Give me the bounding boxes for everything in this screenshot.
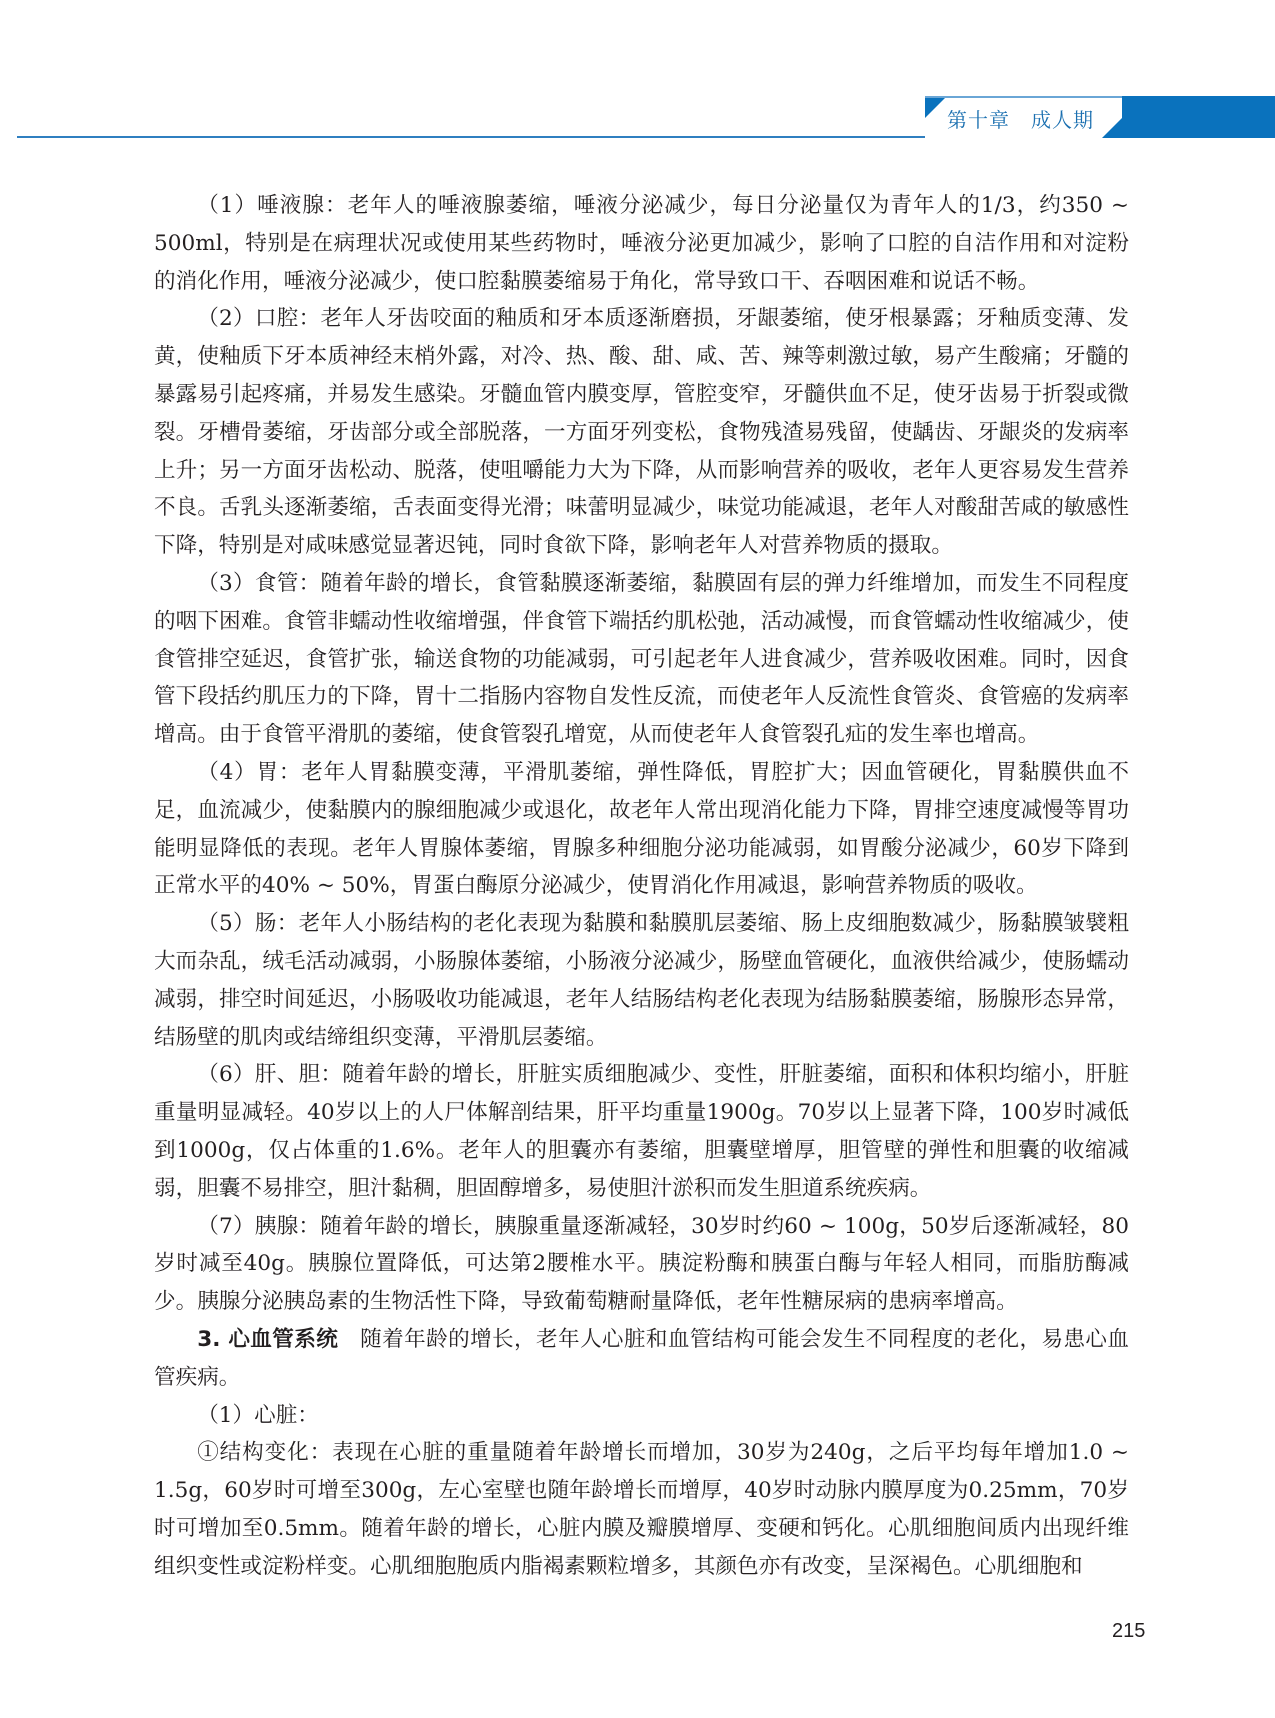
chapter-header-tab (925, 96, 1122, 138)
paragraph-salivary-gland: （1）唾液腺：老年人的唾液腺萎缩，唾液分泌减少，每日分泌量仅为青年人的1/3，约350 ~ 500ml，特别是在病理状况或使用某些药物时，唾液分泌更加减少，影响了口腔的自洁作用和对淀粉的消化作用，唾液分泌减少，使口腔黏膜萎缩易于角化，常导致口干、吞咽困难和说话不畅。 (154, 193, 1129, 294)
section-intro: 随着年龄的增长，老年人心脏和血管结构可能会发生不同程度的老化，易患心血管疾病。 (154, 1326, 1129, 1390)
page-number: 215 (1112, 1620, 1146, 1642)
section-cardiovascular (154, 1321, 1129, 1397)
paragraph-pancreas: （7）胰腺：随着年龄的增长，胰腺重量逐渐减轻，30岁时约60 ~ 100g，50岁后逐渐减轻，80岁时减至40g。胰腺位置降低，可达第2腰椎水平。胰淀粉酶和胰蛋白酶与年轻人相同，而脂肪酶减少。胰腺分泌胰岛素的生物活性下降，导致葡萄糖耐量降低，老年性糖尿病的患病率增高。 (154, 1213, 1129, 1315)
subsection-heart: （1）心脏： (197, 1402, 319, 1428)
tab-corner-decoration (1102, 118, 1122, 138)
body-text (154, 187, 1129, 1585)
header-color-bar (1122, 96, 1275, 138)
tab-corner-decoration (925, 98, 945, 118)
paragraph-intestine: （5）肠：老年人小肠结构的老化表现为黏膜和黏膜肌层萎缩、肠上皮细胞数减少，肠黏膜皱襞粗大而杂乱，绒毛活动减弱，小肠腺体萎缩，小肠液分泌减少，肠壁血管硬化，血液供给减少，使肠蠕动减弱，排空时间延迟，小肠吸收功能减退，老年人结肠结构老化表现为结肠黏膜萎缩，肠腺形态异常，结肠壁的肌肉或结缔组织变薄，平滑肌层萎缩。 (154, 911, 1129, 1050)
paragraph-stomach: （4）胃：老年人胃黏膜变薄，平滑肌萎缩，弹性降低，胃腔扩大；因血管硬化，胃黏膜供血不足，血流减少，使黏膜内的腺细胞减少或退化，故老年人常出现消化能力下降，胃排空速度减慢等胃功能明显降低的表现。老年人胃腺体萎缩，胃腺多种细胞分泌功能减弱，如胃酸分泌减少，60岁下降到正常水平的40% ~ 50%，胃蛋白酶原分泌减少，使胃消化作用减退，影响营养物质的吸收。 (154, 759, 1129, 899)
paragraph-liver-gallbladder: （6）肝、胆：随着年龄的增长，肝脏实质细胞减少、变性，肝脏萎缩，面积和体积均缩小，肝脏重量明显减轻。40岁以上的人尸体解剖结果，肝平均重量1900g。70岁以上显著下降，100岁时减低到1000g，仅占体重的1.6%。老年人的胆囊亦有萎缩，胆囊壁增厚，胆管壁的弹性和胆囊的收缩减弱，胆囊不易排空，胆汁黏稠，胆固醇增多，易使胆汁淤积而发生胆道系统疾病。 (154, 1062, 1129, 1201)
paragraph-heart-structure: ①结构变化：表现在心脏的重量随着年龄增长而增加，30岁为240g，之后平均每年增加1.0 ~ 1.5g，60岁时可增至300g，左心室壁也随年龄增长而增厚，40岁时动脉内膜厚度为0.25mm，70岁时可增加至0.5mm。随着年龄的增长，心脏内膜及瓣膜增厚、变硬和钙化。心肌细胞间质内出现纤维组织变性或淀粉样变。心肌细胞胞质内脂褐素颗粒增多，其颜色亦有改变，呈深褐色。心肌细胞和 (154, 1440, 1129, 1579)
section-heading: 3. 心血管系统 (197, 1326, 339, 1352)
paragraph-esophagus: （3）食管：随着年龄的增长，食管黏膜逐渐萎缩，黏膜固有层的弹力纤维增加，而发生不同程度的咽下困难。食管非蠕动性收缩增强，伴食管下端括约肌松弛，活动减慢，而食管蠕动性收缩减少，使食管排空延迟，食管扩张，输送食物的功能减弱，可引起老年人进食减少，营养吸收困难。同时，因食管下段括约肌压力的下降，胃十二指肠内容物自发性反流，而使老年人反流性食管炎、食管癌的发病率增高。由于食管平滑肌的萎缩，使食管裂孔增宽，从而使老年人食管裂孔疝的发生率也增高。 (154, 570, 1129, 748)
paragraph-oral-cavity: （2）口腔：老年人牙齿咬面的釉质和牙本质逐渐磨损，牙龈萎缩，使牙根暴露；牙釉质变薄、发黄，使釉质下牙本质神经末梢外露，对冷、热、酸、甜、咸、苦、辣等刺激过敏，易产生酸痛；牙髓的暴露易引起疼痛，并易发生感染。牙髓血管内膜变厚，管腔变窄，牙髓供血不足，使牙齿易于折裂或微裂。牙槽骨萎缩，牙齿部分或全部脱落，一方面牙列变松，食物残渣易残留，使龋齿、牙龈炎的发病率上升；另一方面牙齿松动、脱落，使咀嚼能力大为下降，从而影响营养的吸收，老年人更容易发生营养不良。舌乳头逐渐萎缩，舌表面变得光滑；味蕾明显减少，味觉功能减退，老年人对酸甜苦咸的敏感性下降，特别是对咸味感觉显著迟钝，同时食欲下降，影响老年人对营养物质的摄取。 (154, 306, 1129, 559)
chapter-title: 第十章 成人期 (947, 108, 1094, 132)
